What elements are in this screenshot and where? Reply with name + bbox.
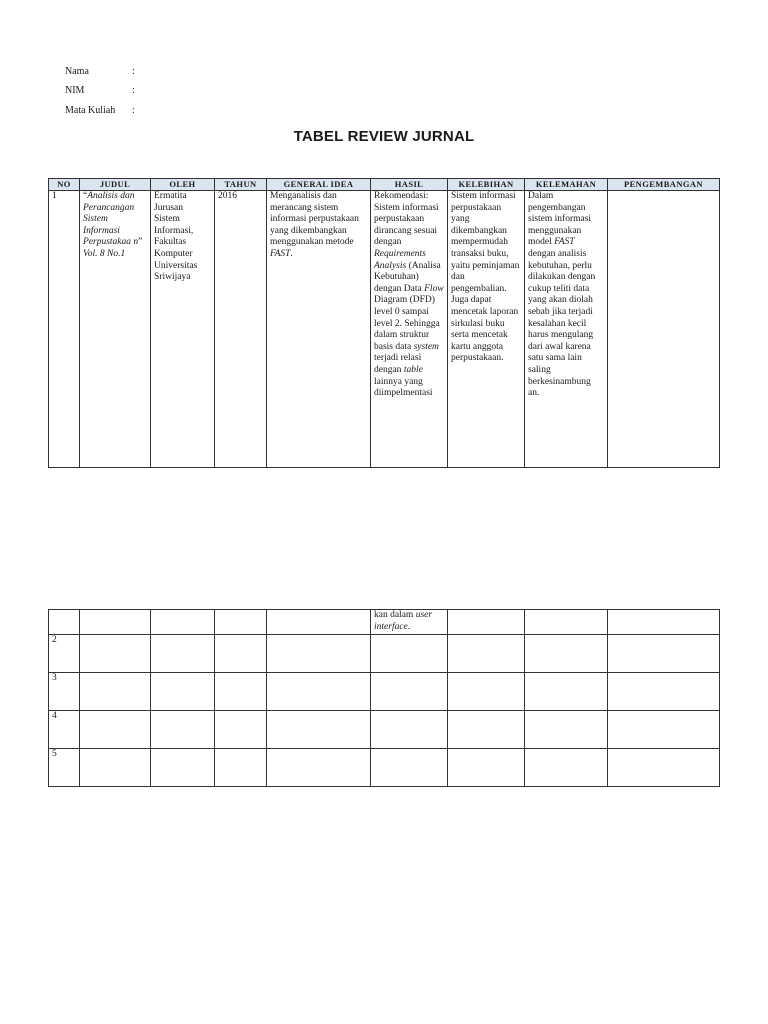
column-header-oleh: OLEH bbox=[151, 179, 215, 191]
cell-oleh bbox=[151, 711, 215, 749]
cell-judul bbox=[80, 749, 151, 787]
hasil-requirements: Requirements Analysis bbox=[374, 248, 426, 271]
hasil-continuation: kan dalam bbox=[374, 610, 416, 620]
quote-open: “ bbox=[83, 191, 88, 201]
table-row bbox=[49, 749, 720, 787]
cell-general-idea bbox=[267, 610, 371, 635]
table-row bbox=[49, 711, 720, 749]
journal-title: Analisis dan Perancangan Sistem Informasi Perpustakaa n bbox=[83, 191, 139, 248]
column-header-judul: JUDUL bbox=[80, 179, 151, 191]
field-nim bbox=[65, 85, 135, 96]
cell-judul bbox=[80, 711, 151, 749]
column-header-no: NO bbox=[49, 179, 80, 191]
hasil-text: Rekomendasi: Sistem informasi perpustakaan dirancang sesuai dengan bbox=[374, 191, 439, 248]
cell-pengembangan bbox=[608, 749, 720, 787]
cell-pengembangan bbox=[608, 191, 720, 468]
cell-hasil bbox=[371, 610, 448, 635]
quote-close: ” bbox=[138, 237, 143, 248]
cell-general-idea bbox=[267, 711, 371, 749]
hasil-text: (Analisa Kebutuhan) dengan Data bbox=[374, 260, 441, 294]
field-separator: : bbox=[132, 85, 135, 96]
hasil-system: system bbox=[413, 341, 439, 352]
field-label: Mata Kuliah bbox=[65, 105, 116, 116]
cell-hasil bbox=[371, 673, 448, 711]
kelemahan-text: dengan analisis kebutuhan, perlu dilakukan dengan cukup teliti data yang akan diolah sebab jika terjadi kesalahan kecil harus mengulang dari awal karena satu sama lain saling berkesinambung an. bbox=[528, 248, 596, 399]
review-table-continued bbox=[48, 609, 720, 787]
cell-kelemahan bbox=[525, 635, 608, 673]
cell-pengembangan bbox=[608, 711, 720, 749]
kelemahan-fast: FAST bbox=[554, 237, 575, 248]
cell-no: 5 bbox=[49, 749, 80, 787]
cell-kelemahan bbox=[525, 673, 608, 711]
field-label: NIM bbox=[65, 85, 85, 96]
cell-tahun bbox=[215, 673, 267, 711]
hasil-table: table bbox=[403, 364, 423, 375]
hasil-text: terjadi relasi dengan bbox=[374, 353, 422, 375]
cell-hasil bbox=[371, 711, 448, 749]
cell-kelebihan bbox=[448, 610, 525, 635]
cell-judul bbox=[80, 673, 151, 711]
idea-text: Menganalisis dan merancang sistem informasi perpustakaan yang dikembangkan menggunakan metode bbox=[270, 191, 359, 248]
cell-pengembangan bbox=[608, 635, 720, 673]
cell-kelebihan bbox=[448, 749, 525, 787]
column-header-kelebihan: KELEBIHAN bbox=[448, 179, 525, 191]
cell-tahun bbox=[215, 749, 267, 787]
cell-judul bbox=[80, 191, 151, 468]
page-title: TABEL REVIEW JURNAL bbox=[293, 128, 475, 145]
journal-volume: Vol. 8 No.1 bbox=[83, 248, 126, 259]
cell-general-idea bbox=[267, 635, 371, 673]
table-row-continuation bbox=[49, 610, 720, 635]
cell-kelebihan bbox=[448, 711, 525, 749]
hasil-flow: Flow bbox=[424, 283, 444, 294]
column-header-pengembangan: PENGEMBANGAN bbox=[608, 179, 720, 191]
cell-judul bbox=[80, 635, 151, 673]
hasil-text: Diagram (DFD) level 0 sampai level 2. Sehingga dalam struktur basis data bbox=[374, 295, 440, 352]
hasil-continuation-end: . bbox=[407, 621, 411, 632]
field-mata-kuliah bbox=[65, 105, 135, 116]
kelemahan-text: Dalam pengembangan sistem informasi menggunakan model bbox=[528, 191, 592, 248]
column-header-kelemahan: KELEMAHAN bbox=[525, 179, 608, 191]
field-separator: : bbox=[132, 66, 135, 77]
cell-oleh bbox=[151, 635, 215, 673]
table-row bbox=[49, 191, 720, 468]
review-table bbox=[48, 178, 720, 468]
hasil-user-interface: user interface bbox=[374, 610, 433, 632]
idea-end: . bbox=[290, 248, 293, 259]
column-header-general-idea: GENERAL IDEA bbox=[267, 179, 371, 191]
cell-kelebihan: Sistem informasi perpustakaan yang dikembangkan mempermudah transaksi buku, yaitu peminjaman dan pengembalian. Juga dapat mencetak laporan sirkulasi buku serta mencetak kartu anggota perpustakaan. bbox=[448, 191, 525, 468]
cell-oleh: Ermatita Jurusan Sistem Informasi, Fakultas Komputer Universitas Sriwijaya bbox=[151, 191, 215, 468]
table-row bbox=[49, 673, 720, 711]
cell-tahun bbox=[215, 635, 267, 673]
table-row bbox=[49, 635, 720, 673]
cell-kelebihan bbox=[448, 635, 525, 673]
column-header-hasil: HASIL bbox=[371, 179, 448, 191]
cell-tahun: 2016 bbox=[215, 191, 267, 468]
cell-oleh bbox=[151, 749, 215, 787]
cell-kelemahan bbox=[525, 749, 608, 787]
field-nama bbox=[65, 66, 135, 77]
field-label: Nama bbox=[65, 66, 89, 77]
column-header-tahun: TAHUN bbox=[215, 179, 267, 191]
cell-pengembangan bbox=[608, 673, 720, 711]
cell-kelemahan bbox=[525, 711, 608, 749]
cell-no: 1 bbox=[49, 191, 80, 468]
idea-fast: FAST bbox=[270, 248, 291, 259]
field-separator: : bbox=[132, 105, 135, 116]
hasil-text: lainnya yang diimpelmentasi bbox=[374, 376, 433, 399]
cell-oleh bbox=[151, 673, 215, 711]
cell-kelemahan bbox=[525, 191, 608, 468]
cell-general-idea bbox=[267, 191, 371, 468]
cell-no bbox=[49, 610, 80, 635]
cell-no: 3 bbox=[49, 673, 80, 711]
cell-general-idea bbox=[267, 673, 371, 711]
cell-no: 2 bbox=[49, 635, 80, 673]
cell-no: 4 bbox=[49, 711, 80, 749]
cell-tahun bbox=[215, 711, 267, 749]
cell-pengembangan bbox=[608, 610, 720, 635]
cell-judul bbox=[80, 610, 151, 635]
cell-general-idea bbox=[267, 749, 371, 787]
cell-hasil bbox=[371, 749, 448, 787]
cell-tahun bbox=[215, 610, 267, 635]
cell-kelebihan bbox=[448, 673, 525, 711]
cell-hasil bbox=[371, 635, 448, 673]
cell-hasil bbox=[371, 191, 448, 468]
cell-oleh bbox=[151, 610, 215, 635]
cell-kelemahan bbox=[525, 610, 608, 635]
table-header-row bbox=[49, 179, 720, 191]
